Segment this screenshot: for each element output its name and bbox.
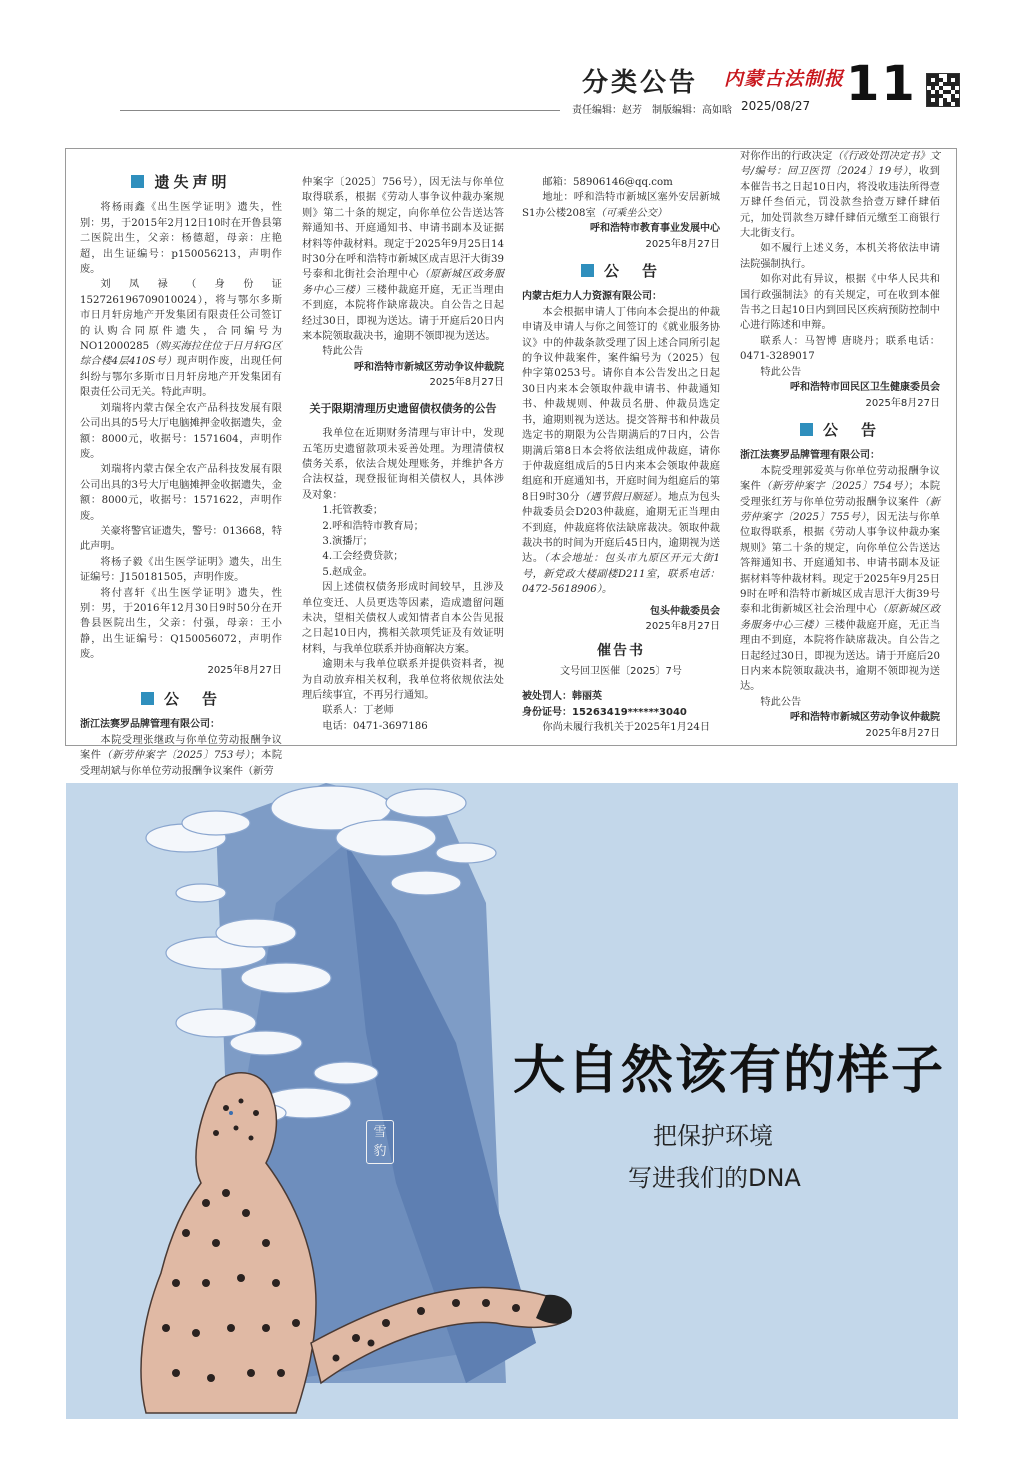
- notice-addressee: 浙江法赛罗品牌管理有限公司：: [740, 450, 880, 462]
- debt-item: 2.呼和浩特市教育局；: [322, 520, 424, 532]
- notice-date: 2025年8月27日: [865, 397, 940, 409]
- notice-body: 本院受理郭爱英与你单位劳动报酬争议案件（新劳仲案字〔2025〕754号）；本院受理张红芳与你单位劳动报酬争议案件（新劳仲案字〔2025〕755号），因无法与你单位取得联系，根据《劳动人事争议仲裁办案规则》第二十条的规定，向你单位公告送达答辩通知书、开庭通知书、申请书副本及证据材料等仲裁材料。现定于2025年9月25日9时在呼和浩特市新城区成吉思汗大街39号泰和北街新城区社会治理中心（原新城区政务服务中心三楼）三楼仲裁庭开庭，无正当理由不到庭，本院将作缺席裁决。自公告之日起经过30日，即视为送达。请于开庭后20日内来本院领取裁决书，逾期不领即视为送达。: [740, 465, 941, 693]
- notice-body: 如不履行上述义务，本机关将依法申请法院强制执行。: [740, 243, 940, 270]
- notice-column-2: [302, 175, 504, 734]
- debt-item: 3.演播厅；: [322, 535, 373, 547]
- poster-headline: 大自然该有的样子: [513, 1041, 946, 1101]
- urge-notice-title: 催告书: [597, 643, 645, 660]
- contact-phone: 电话：0471-3697186: [322, 720, 428, 732]
- notice-body: 如你对此有异议，根据《中华人民共和国行政强制法》的有关规定，可在收到本催告书之日起10日内到回民区疾病预防控制中心进行陈述和申辩。: [740, 274, 940, 332]
- contact-email: 邮箱：58906146@qq.com: [542, 177, 673, 188]
- debt-item: 5.赵成金。: [322, 566, 373, 578]
- notice-body: 本会根据申请人丁伟向本会提出的仲裁申请及申请人与你之间签订的《就业服务协议》中的仲裁条款受理了因上述合同所引起的争议仲裁案件，案件编号为（2025）包仲字第0253号。请你自本公告发出之日起30日内来本会领取仲裁申请书、仲裁通知书、仲裁规则、仲裁员名册、仲裁员选定书，逾期则视为送达。提交答辩书和仲裁员选定书的期限为公告期满后的7日内，公告期满后第8日本会将依法组成仲裁庭，请你于仲裁庭组成后的5日内来本会领取仲裁庭组庭和开庭通知书，开庭时间为组庭后的第8日9时30分（遇节假日顺延）。地点为包头仲裁委员会D203仲裁庭，逾期无正当理由不到庭，仲裁庭将依法缺席裁决。领取仲裁裁决书的时间为开庭后45日内，逾期视为送达。（本会地址：包头市九原区开元大街1号，新党政大楼副楼D211室，联系电话：0472-5618906）。: [522, 306, 721, 596]
- penalized-person: 被处罚人：韩丽英: [522, 691, 602, 703]
- notice-column-3: [522, 175, 720, 735]
- editors-line: 责任编辑：赵芳 制版编辑：高如晗: [572, 105, 732, 116]
- lost-notice-item: 关豪将警官证遗失，警号：013668，特此声明。: [80, 525, 282, 553]
- notice-signatory: 呼和浩特市新城区劳动争议仲裁院: [790, 712, 940, 724]
- snow-leopard-seal: 雪 豹: [366, 1120, 394, 1164]
- notice-body: 本院受理张继政与你单位劳动报酬争议案件（新劳仲案字〔2025〕753号）；本院受理胡斌与你单位劳动报酬争议案件（新劳: [80, 734, 283, 777]
- notice-body: 对你作出的行政决定（《行政处罚决定书》文号/编号：回卫医罚〔2024〕19号），收到本催告书之日起10日内，将没收违法所得壹万肆仟叁佰元，罚没款叁拾壹万肆仟肆佰元，加处罚款叁万肆仟肆佰元缴至工商银行大北街支行。: [740, 151, 940, 240]
- section-marker-icon: [141, 692, 154, 705]
- notice-date: 2025年8月27日: [429, 377, 504, 389]
- notice-signatory: 呼和浩特市新城区劳动争议仲裁院: [354, 361, 504, 373]
- lost-notice-item: 将杨子毅《出生医学证明》遗失，出生证编号：J150181505，声明作废。: [80, 556, 282, 584]
- lost-notice-item: 刘凤禄（身份证152726196709010024），将与鄂尔多斯市日月轩房地产开发集团有限责任公司签订的认购合同原件遗失，合同编号为NO12000285（购买海拉住位于日月轩G区综合楼4层410S号）现声明作废，出现任何纠纷与鄂尔多斯市日月轩房地产开发集团有限责任公司无关。特此声明。: [80, 279, 283, 399]
- lost-notice-item: 刘瑞将内蒙古保全农产品科技发展有限公司出具的3号大厅电脑摊押金收据遗失，金额：8000元，收据号：1571622，声明作废。: [80, 464, 282, 522]
- notice-closing: 特此公告: [760, 366, 802, 378]
- announcement-heading: 公 告: [80, 692, 282, 707]
- notice-addressee: 浙江法赛罗品牌管理有限公司：: [80, 719, 220, 731]
- notice-body: 我单位在近期财务清理与审计中，发现五笔历史遗留款项未妥善处理。为理清债权债务关系，依法合规处理账务，并维护各方合法权益，现登报征询相关债权人，具体涉及对象：: [302, 428, 504, 501]
- notice-closing: 特此公告: [760, 696, 802, 708]
- notice-date: 2025年8月27日: [207, 664, 282, 676]
- notice-body: 你尚未履行我机关于2025年1月24日: [542, 722, 711, 733]
- announcement-heading: 公 告: [740, 423, 940, 438]
- notice-date: 2025年8月27日: [645, 238, 720, 250]
- notice-box: [65, 148, 957, 777]
- notice-date: 2025年8月27日: [645, 620, 720, 632]
- notice-signatory: 呼和浩特市回民区卫生健康委员会: [790, 382, 940, 394]
- debt-notice-title: 关于限期清理历史遗留债权债务的公告: [309, 401, 497, 415]
- notice-addressee: 内蒙古炬力人力资源有限公司：: [522, 291, 662, 303]
- qr-code-icon: [926, 73, 960, 107]
- poster-slogan-line-1: 把保护环境: [653, 1122, 773, 1150]
- notice-date: 2025年8月27日: [865, 727, 940, 739]
- announcement-heading: 公 告: [522, 264, 720, 279]
- page-number: 11: [846, 56, 917, 112]
- masthead-rule: [120, 110, 560, 111]
- section-marker-icon: [581, 264, 594, 277]
- environment-poster: [66, 783, 958, 1419]
- contact-person: 联系人：马智博 唐晓丹；联系电话：0471-3289017: [740, 335, 940, 363]
- poster-slogan-line-2: 写进我们的DNA: [628, 1164, 801, 1192]
- issue-date: 2025/08/27: [741, 99, 811, 113]
- notice-body: 因上述债权债务形成时间较早，且涉及单位变迁、人员更迭等因素，造成遗留问题未决，望相关债权人或知情者自本公告见报之日起10日内，携相关款项凭证及有效证明材料，与我单位联系并协商解决方案。: [302, 582, 504, 655]
- section-marker-icon: [131, 175, 144, 188]
- contact-person: 联系人：丁老师: [322, 705, 394, 717]
- urge-notice-number: 文号回卫医催〔2025〕7号: [560, 665, 682, 677]
- debt-item: 4.工会经费贷款；: [322, 551, 404, 563]
- debt-item: 1.托管教委；: [322, 505, 384, 517]
- notice-body: 仲案字〔2025〕756号），因无法与你单位取得联系，根据《劳动人事争议仲裁办案规则》第二十条的规定，向你单位公告送达答辩通知书、开庭通知书、申请书副本及证据材料等仲裁材料。现定于2025年9月25日14时30分在呼和浩特市新城区成吉思汗大街39号泰和北街社会治理中心（原新城区政务服务中心三楼）三楼仲裁庭开庭，无正当理由不到庭，本院将作缺席裁决。自公告之日起经过30日，即视为送达。请于开庭后20日内来本院领取裁决书，逾期不领即视为送达。: [302, 177, 504, 343]
- contact-address: 地址：呼和浩特市新城区塞外安居新城S1办公楼208室（可乘坐公交）: [522, 192, 720, 219]
- penalized-id: 身份证号：15263419******3040: [522, 706, 687, 718]
- lost-notice-item: 将付喜轩《出生医学证明》遗失，性别：男，于2016年12月30日9时50分在开鲁县医院出生，父亲：付强，母亲：王小静，出生证编号：Q150056072，声明作废。: [80, 587, 282, 661]
- newspaper-logo: 内蒙古法制报: [724, 68, 845, 90]
- notice-signatory: 包头仲裁委员会: [650, 605, 720, 617]
- section-marker-icon: [800, 423, 813, 436]
- notice-signatory: 呼和浩特市教育事业发展中心: [590, 223, 720, 235]
- notice-column-1: [80, 169, 282, 779]
- section-title: 分类公告: [582, 68, 699, 98]
- lost-notice-item: 刘瑞将内蒙古保全农产品科技发展有限公司出具的5号大厅电脑摊押金收据遗失，金额：8000元，收据号：1571604，声明作废。: [80, 402, 282, 460]
- lost-notice-item: 将杨雨鑫《出生医学证明》遗失，性别：男，于2015年2月12日10时在开鲁县第二医院出生，父亲：杨德超，母亲：庄艳超，出生证编号：p150056213，声明作废。: [80, 202, 282, 276]
- lost-notice-heading: 遗失声明: [80, 175, 282, 190]
- notice-closing: 特此公告: [322, 346, 364, 358]
- notice-column-4: [740, 149, 940, 741]
- notice-body: 逾期未与我单位联系并提供资料者，视为自动放弃相关权利，我单位将依规依法处理后续事宜，不再另行通知。: [302, 659, 504, 701]
